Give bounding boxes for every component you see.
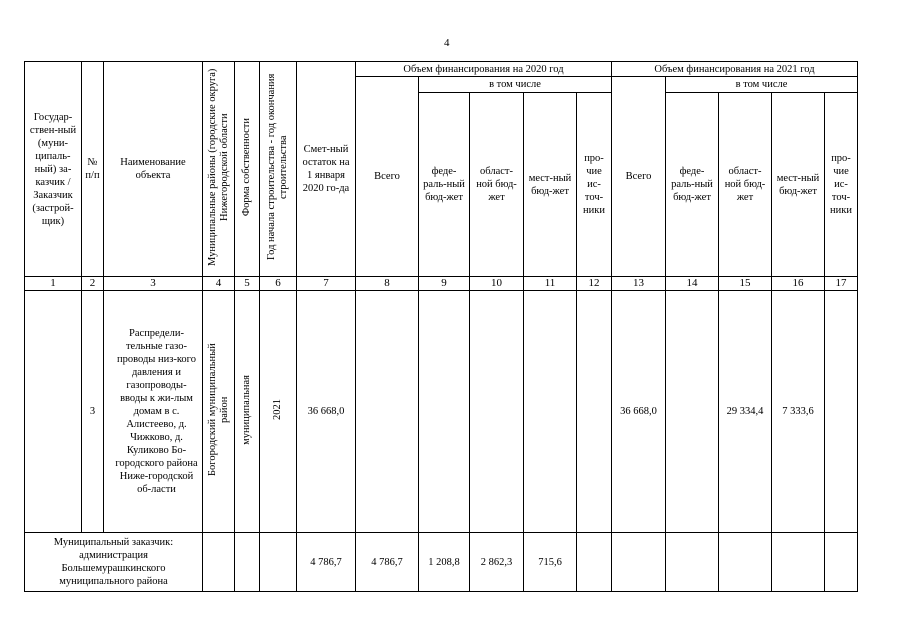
header-district-text: Муниципальные районы (городские округа) Нижегородской области bbox=[206, 68, 230, 266]
header-district bbox=[203, 62, 235, 277]
header-customer: Государ-ствен-ный (муни-ципаль-ный) за-казчик / Заказчик (застрой-щик) bbox=[25, 62, 82, 277]
header-2021-regional: област-ной бюд-жет bbox=[719, 93, 772, 277]
column-number: 8 bbox=[356, 277, 419, 291]
column-number: 10 bbox=[470, 277, 524, 291]
row2-estimate: 4 786,7 bbox=[297, 533, 356, 592]
row1-num: 3 bbox=[82, 291, 104, 533]
column-number: 2 bbox=[82, 277, 104, 291]
row1-2020-federal bbox=[419, 291, 470, 533]
row1-2021-total: 36 668,0 bbox=[612, 291, 666, 533]
row1-2021-other bbox=[825, 291, 858, 533]
row1-district-text: Богородский муниципальный район bbox=[206, 343, 230, 476]
header-group-2021: Объем финансирования на 2021 год bbox=[612, 62, 858, 77]
column-number: 12 bbox=[577, 277, 612, 291]
column-number: 7 bbox=[297, 277, 356, 291]
column-number: 14 bbox=[666, 277, 719, 291]
header-2020-total: Всего bbox=[356, 77, 419, 277]
row1-object-name: Распредели-тельные газо-проводы низ-кого давления и газопроводы-вводы к жи-лым домам в с. Алистеево, д. Чижково, д. Куликово Бо-городского района Ниже-городской об-ласти bbox=[104, 291, 203, 533]
column-number-row bbox=[25, 277, 858, 291]
row1-years-text: 2021 bbox=[272, 399, 283, 420]
table-row bbox=[25, 291, 858, 533]
header-2020-local: мест-ный бюд-жет bbox=[524, 93, 577, 277]
row2-2020-other bbox=[577, 533, 612, 592]
header-2021-local: мест-ный бюд-жет bbox=[772, 93, 825, 277]
header-estimate: Смет-ный остаток на 1 января 2020 го-да bbox=[297, 62, 356, 277]
row1-2021-local: 7 333,6 bbox=[772, 291, 825, 533]
header-group-2020: Объем финансирования на 2020 год bbox=[356, 62, 612, 77]
header-2020-incl: в том числе bbox=[419, 77, 612, 93]
row2-2020-federal: 1 208,8 bbox=[419, 533, 470, 592]
row2-district bbox=[203, 533, 235, 592]
row2-customer: Муниципальный заказчик: администрация Большемурашкинского муниципального района bbox=[25, 533, 203, 592]
page-number: 4 bbox=[444, 37, 450, 49]
row1-2020-local bbox=[524, 291, 577, 533]
header-num: № п/п bbox=[82, 62, 104, 277]
row2-2021-regional bbox=[719, 533, 772, 592]
row1-ownership bbox=[235, 291, 260, 533]
header-years-text: Год начала строительства - год окончания строительства bbox=[266, 73, 289, 261]
header-ownership bbox=[235, 62, 260, 277]
row1-2021-regional: 29 334,4 bbox=[719, 291, 772, 533]
header-2020-federal: феде-раль-ный бюд-жет bbox=[419, 93, 470, 277]
table-row bbox=[25, 533, 858, 592]
row2-ownership bbox=[235, 533, 260, 592]
header-years bbox=[260, 62, 297, 277]
row1-2020-regional bbox=[470, 291, 524, 533]
column-number: 16 bbox=[772, 277, 825, 291]
header-name: Наименование объекта bbox=[104, 62, 203, 277]
header-2021-federal: феде-раль-ный бюд-жет bbox=[666, 93, 719, 277]
column-number: 1 bbox=[25, 277, 82, 291]
financing-table bbox=[24, 61, 858, 592]
row1-district bbox=[203, 291, 235, 533]
header-ownership-text: Форма собственности bbox=[241, 117, 252, 217]
header-2021-other: про-чие ис-точ-ники bbox=[825, 93, 858, 277]
header-2021-incl: в том числе bbox=[666, 77, 858, 93]
row1-2020-total bbox=[356, 291, 419, 533]
column-number: 15 bbox=[719, 277, 772, 291]
column-number: 4 bbox=[203, 277, 235, 291]
row2-2021-federal bbox=[666, 533, 719, 592]
row1-ownership-text: муниципальная bbox=[241, 374, 252, 445]
column-number: 11 bbox=[524, 277, 577, 291]
column-number: 5 bbox=[235, 277, 260, 291]
header-2020-regional: област-ной бюд-жет bbox=[470, 93, 524, 277]
row2-2020-regional: 2 862,3 bbox=[470, 533, 524, 592]
row2-2021-other bbox=[825, 533, 858, 592]
column-number: 13 bbox=[612, 277, 666, 291]
row1-2020-other bbox=[577, 291, 612, 533]
column-number: 6 bbox=[260, 277, 297, 291]
row2-years bbox=[260, 533, 297, 592]
row2-2020-total: 4 786,7 bbox=[356, 533, 419, 592]
row1-estimate: 36 668,0 bbox=[297, 291, 356, 533]
row1-2021-federal bbox=[666, 291, 719, 533]
column-number: 3 bbox=[104, 277, 203, 291]
header-2020-other: про-чие ис-точ-ники bbox=[577, 93, 612, 277]
row1-customer bbox=[25, 291, 82, 533]
header-2021-total: Всего bbox=[612, 77, 666, 277]
column-number: 9 bbox=[419, 277, 470, 291]
row2-2021-local bbox=[772, 533, 825, 592]
row1-years bbox=[260, 291, 297, 533]
row2-2020-local: 715,6 bbox=[524, 533, 577, 592]
row2-2021-total bbox=[612, 533, 666, 592]
column-number: 17 bbox=[825, 277, 858, 291]
